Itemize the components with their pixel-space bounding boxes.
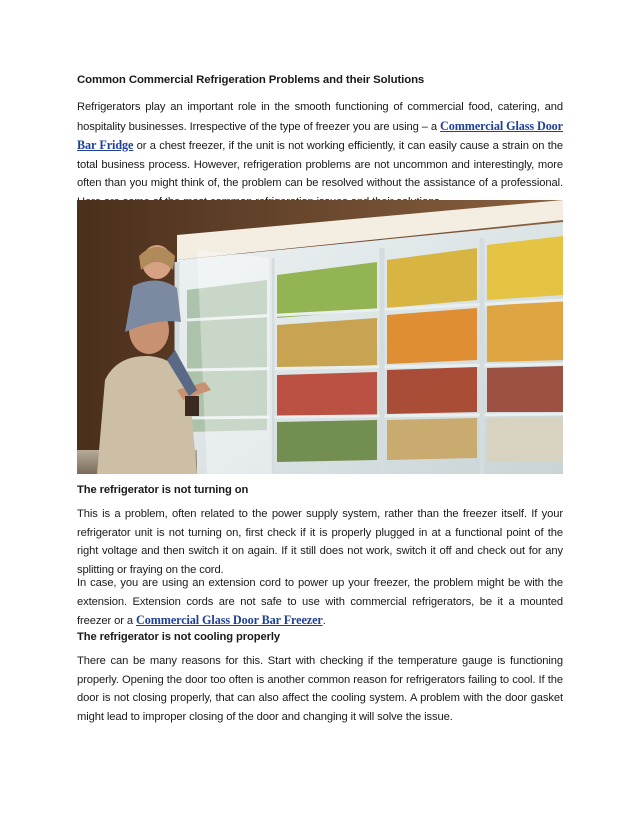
section-heading-not-turning-on: The refrigerator is not turning on <box>77 484 249 496</box>
section-heading-not-cooling: The refrigerator is not cooling properly <box>77 631 280 643</box>
section2-paragraph-1: There can be many reasons for this. Start with checking if the temperature gauge is functioning properly. Opening the door too often is another common reason for refrigerators failing to cool. If the door is not closing properly, that can also affect the cooling system. A problem with the door gasket might lead to improper closing of the door and changing it will solve the issue. <box>77 655 563 723</box>
intro-text-part1: Refrigerators play an important role in the smooth functioning of commercial food, catering, and hospitality businesses. Irrespective of the type of freezer you are using – a <box>77 101 563 133</box>
section1-para2-part2: . <box>322 615 326 628</box>
intro-text-part2: or a chest freezer, if the unit is not working efficiently, it can easily cause a strain on the total business process. However, refrigeration problems are not uncommon and interestingly, more often than you might think of, the problem can be resolved without the assistance of a professional. <box>77 140 563 190</box>
freezer-aisle-photo <box>77 200 563 474</box>
section1-paragraph-2 <box>77 574 563 631</box>
page-title: Common Commercial Refrigeration Problems and their Solutions <box>77 74 425 86</box>
commercial-glass-door-bar-fridge-link[interactable]: Commercial Glass Door Bar Fridge <box>77 118 563 153</box>
commercial-glass-door-bar-freezer-link[interactable]: Commercial Glass Door Bar Freezer <box>136 613 323 628</box>
section1-para2-part1: In case, you are using an extension cord to power up your freezer, the problem might be with the extension. Extension cords are not safe to use with commercial refrigerators, be it a mounted freezer or a <box>77 577 563 628</box>
intro-paragraph <box>77 98 563 212</box>
supermarket-freezer-aisle-photo-icon <box>77 200 563 474</box>
section1-paragraph-1: This is a problem, often related to the power supply system, rather than the freezer itself. If your refrigerator unit is not turning on, first check if it is properly plugged in at a functional point of the right voltage and then switch it on again. If it still does not work, switch it off and check out for any splitting or fraying on the cord. <box>77 508 563 576</box>
